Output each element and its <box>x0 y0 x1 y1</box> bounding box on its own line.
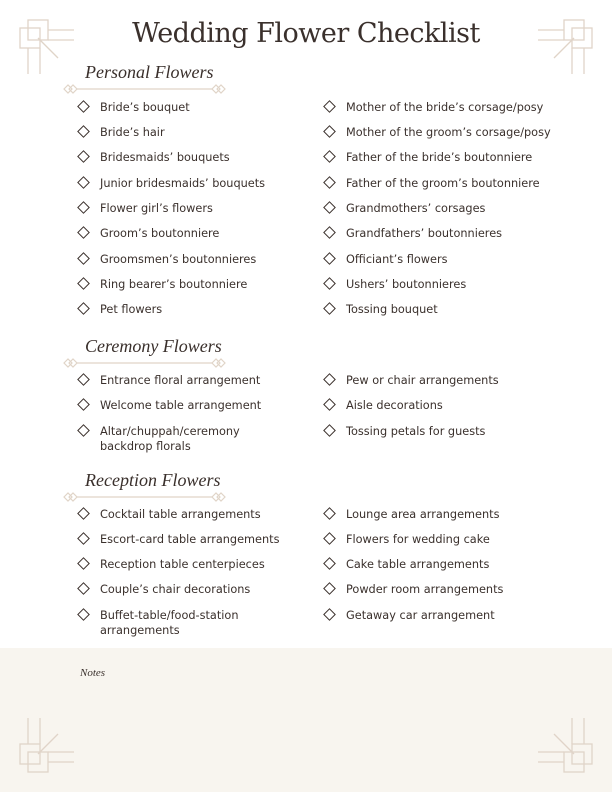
checklist-item[interactable] <box>324 302 554 317</box>
checklist-item[interactable] <box>324 507 554 522</box>
section-header <box>62 470 227 502</box>
section-heading: Personal Flowers <box>85 62 214 82</box>
checklist-item-label: Pet flowers <box>100 303 163 316</box>
checklist-item-label: Mother of the bride’s corsage/posy <box>346 101 544 114</box>
checklist-item[interactable] <box>324 125 554 140</box>
diamond-checkbox-icon[interactable] <box>77 226 90 239</box>
notes-area[interactable] <box>0 648 612 792</box>
diamond-checkbox-icon[interactable] <box>323 507 336 520</box>
checklist-item[interactable] <box>78 252 308 267</box>
checklist-item-label: Bride’s hair <box>100 126 165 139</box>
diamond-checkbox-icon[interactable] <box>77 557 90 570</box>
checklist-item-label: Mother of the groom’s corsage/posy <box>346 126 551 139</box>
corner-ornament-bottom-right <box>532 712 612 792</box>
checklist-item-label: Bridesmaids’ bouquets <box>100 151 230 164</box>
diamond-checkbox-icon[interactable] <box>323 373 336 386</box>
diamond-checkbox-icon[interactable] <box>323 398 336 411</box>
checklist-item[interactable] <box>78 608 243 638</box>
diamond-checkbox-icon[interactable] <box>323 532 336 545</box>
diamond-checkbox-icon[interactable] <box>77 302 90 315</box>
checklist-item-label: Groomsmen’s boutonnieres <box>100 253 257 266</box>
diamond-checkbox-icon[interactable] <box>323 424 336 437</box>
diamond-checkbox-icon[interactable] <box>77 201 90 214</box>
section-divider <box>62 492 227 502</box>
checklist-item[interactable] <box>78 424 243 454</box>
checklist-item-label: Buffet-table/food-station arrangements <box>100 609 239 637</box>
checklist-item-label: Couple’s chair decorations <box>100 583 251 596</box>
checklist-item[interactable] <box>324 226 554 241</box>
diamond-checkbox-icon[interactable] <box>323 277 336 290</box>
checklist-item-label: Grandfathers’ boutonnieres <box>346 227 503 240</box>
checklist-item-label: Junior bridesmaids’ bouquets <box>100 177 266 190</box>
checklist-item[interactable] <box>78 176 308 191</box>
checklist-item[interactable] <box>78 226 308 241</box>
checklist-item-label: Escort-card table arrangements <box>100 533 280 546</box>
diamond-checkbox-icon[interactable] <box>77 608 90 621</box>
diamond-checkbox-icon[interactable] <box>323 252 336 265</box>
checklist-item[interactable] <box>78 302 308 317</box>
checklist-item[interactable] <box>324 532 554 547</box>
checklist-item-label: Father of the groom’s boutonniere <box>346 177 540 190</box>
checklist-item-label: Entrance floral arrangement <box>100 374 261 387</box>
checklist-item[interactable] <box>324 252 554 267</box>
section-heading: Ceremony Flowers <box>85 336 222 356</box>
diamond-checkbox-icon[interactable] <box>77 507 90 520</box>
diamond-checkbox-icon[interactable] <box>323 176 336 189</box>
checklist-item[interactable] <box>324 424 554 439</box>
checklist-item-label: Getaway car arrangement <box>346 609 495 622</box>
diamond-checkbox-icon[interactable] <box>77 252 90 265</box>
checklist-item[interactable] <box>324 608 554 623</box>
diamond-checkbox-icon[interactable] <box>77 100 90 113</box>
checklist-item[interactable] <box>78 557 308 572</box>
checklist-item[interactable] <box>78 150 308 165</box>
checklist-item-label: Bride’s bouquet <box>100 101 190 114</box>
checklist-item[interactable] <box>78 100 308 115</box>
checklist-item[interactable] <box>78 277 308 292</box>
checklist-item[interactable] <box>324 150 554 165</box>
diamond-checkbox-icon[interactable] <box>323 302 336 315</box>
diamond-checkbox-icon[interactable] <box>77 277 90 290</box>
checklist-item-label: Lounge area arrangements <box>346 508 500 521</box>
checklist-item[interactable] <box>78 507 308 522</box>
checklist-item[interactable] <box>324 277 554 292</box>
checklist-item[interactable] <box>78 125 308 140</box>
checklist-item-label: Powder room arrangements <box>346 583 504 596</box>
diamond-checkbox-icon[interactable] <box>323 125 336 138</box>
checklist-item-label: Cocktail table arrangements <box>100 508 261 521</box>
checklist-item-label: Ring bearer’s boutonniere <box>100 278 248 291</box>
section-heading: Reception Flowers <box>85 470 221 490</box>
checklist-item-label: Flowers for wedding cake <box>346 533 490 546</box>
diamond-checkbox-icon[interactable] <box>77 532 90 545</box>
checklist-item-label: Tossing petals for guests <box>346 425 486 438</box>
checklist-item[interactable] <box>324 100 554 115</box>
corner-ornament-top-right <box>532 0 612 80</box>
diamond-checkbox-icon[interactable] <box>323 150 336 163</box>
checklist-item-label: Tossing bouquet <box>346 303 438 316</box>
notes-label: Notes <box>80 667 106 679</box>
checklist-item[interactable] <box>324 582 554 597</box>
checklist-item[interactable] <box>78 201 308 216</box>
checklist-item-label: Flower girl’s flowers <box>100 202 213 215</box>
checklist-item[interactable] <box>78 398 308 413</box>
checklist-item[interactable] <box>324 176 554 191</box>
diamond-checkbox-icon[interactable] <box>77 150 90 163</box>
checklist-item[interactable] <box>324 557 554 572</box>
section-header <box>62 336 227 368</box>
diamond-checkbox-icon[interactable] <box>323 201 336 214</box>
diamond-checkbox-icon[interactable] <box>323 608 336 621</box>
diamond-checkbox-icon[interactable] <box>77 424 90 437</box>
diamond-checkbox-icon[interactable] <box>77 176 90 189</box>
checklist-item-label: Aisle decorations <box>346 399 443 412</box>
checklist-item[interactable] <box>78 532 308 547</box>
diamond-checkbox-icon[interactable] <box>77 582 90 595</box>
section-header <box>62 62 227 94</box>
page-title: Wedding Flower Checklist <box>132 18 480 49</box>
diamond-checkbox-icon[interactable] <box>77 398 90 411</box>
checklist-item-label: Officiant’s flowers <box>346 253 448 266</box>
checklist-item[interactable] <box>324 373 554 388</box>
checklist-item-label: Cake table arrangements <box>346 558 490 571</box>
diamond-checkbox-icon[interactable] <box>77 373 90 386</box>
diamond-checkbox-icon[interactable] <box>323 226 336 239</box>
diamond-checkbox-icon[interactable] <box>323 582 336 595</box>
diamond-checkbox-icon[interactable] <box>77 125 90 138</box>
checklist-item-label: Grandmothers’ corsages <box>346 202 486 215</box>
checklist-item[interactable] <box>324 201 554 216</box>
corner-ornament-bottom-left <box>0 712 80 792</box>
checklist-item[interactable] <box>78 373 308 388</box>
checklist-item-label: Altar/chuppah/ceremony backdrop florals <box>100 425 240 453</box>
checklist-item-label: Pew or chair arrangements <box>346 374 499 387</box>
checklist-item-label: Reception table centerpieces <box>100 558 265 571</box>
checklist-item[interactable] <box>324 398 554 413</box>
checklist-item-label: Welcome table arrangement <box>100 399 262 412</box>
section-divider <box>62 84 227 94</box>
checklist-item-label: Groom’s boutonniere <box>100 227 220 240</box>
diamond-checkbox-icon[interactable] <box>323 557 336 570</box>
section-divider <box>62 358 227 368</box>
checklist-item[interactable] <box>78 582 308 597</box>
checklist-item-label: Father of the bride’s boutonniere <box>346 151 533 164</box>
diamond-checkbox-icon[interactable] <box>323 100 336 113</box>
checklist-item-label: Ushers’ boutonnieres <box>346 278 467 291</box>
